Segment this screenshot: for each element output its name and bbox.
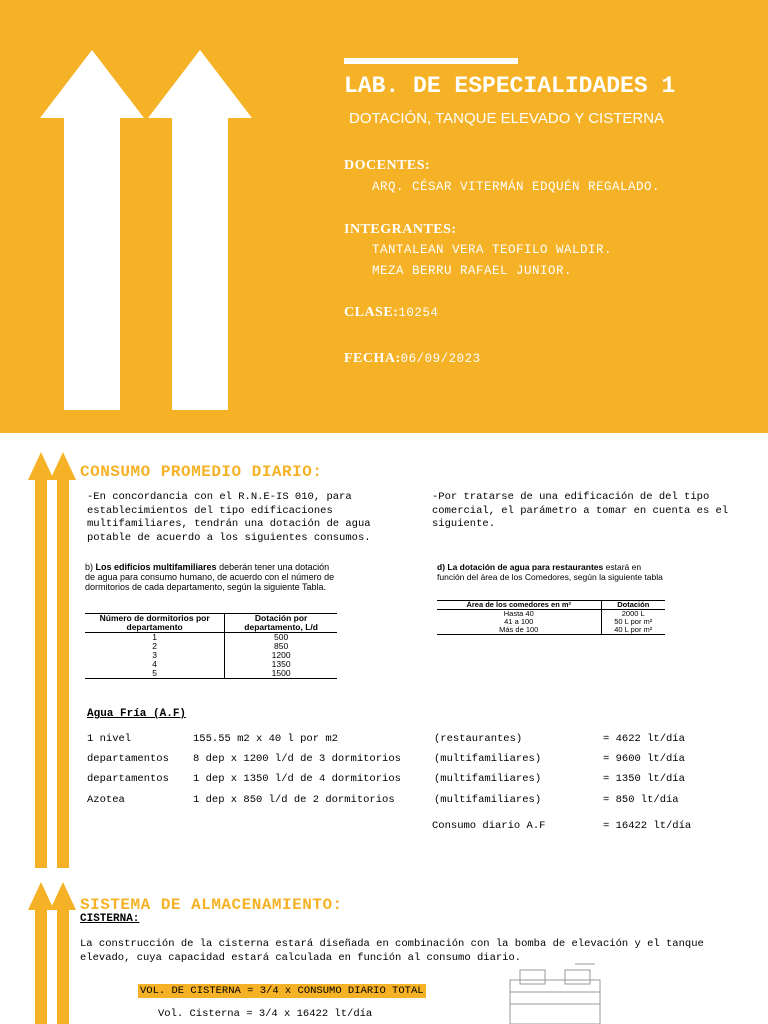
page-subtitle: DOTACIÓN, TANQUE ELEVADO Y CISTERNA xyxy=(349,110,665,127)
title-bar xyxy=(344,58,518,64)
tank-drawing-icon xyxy=(500,960,610,1024)
table-row: 4 1350 xyxy=(85,660,337,669)
consumo-heading: CONSUMO PROMEDIO DIARIO: xyxy=(80,463,323,481)
cisterna-formula: VOL. DE CISTERNA = 3/4 x CONSUMO DIARIO TOTAL xyxy=(140,985,424,997)
calc-cell: (multifamiliares) xyxy=(434,794,542,806)
table-header: Dotación xyxy=(617,600,650,609)
rule-b-text: b) Los edificios multifamiliares deberán tener una dotación de agua para consumo humano, de acuerdo con el número de dormitorios de cada departamento, según la siguiente Tabla. xyxy=(85,562,335,592)
cisterna-calc: Vol. Cisterna = 3/4 x 16422 lt/día xyxy=(158,1008,373,1020)
docentes-label: DOCENTES: xyxy=(344,158,431,173)
page-title: LAB. DE ESPECIALIDADES 1 xyxy=(344,73,676,99)
cisterna-label: CISTERNA: xyxy=(80,913,140,925)
calc-cell: (multifamiliares) xyxy=(434,773,542,785)
table-row: Hasta 40 2000 L xyxy=(437,610,665,619)
arrows-icon xyxy=(28,880,78,1024)
clase-label: CLASE: xyxy=(344,305,399,320)
clase-row xyxy=(344,305,438,321)
fecha-row xyxy=(344,351,481,367)
calc-cell: = 9600 lt/día xyxy=(603,753,685,765)
cover-banner xyxy=(0,0,768,433)
table-row: 2 850 xyxy=(85,642,337,651)
table-row: 5 1500 xyxy=(85,669,337,679)
calc-cell: 1 nivel xyxy=(87,733,132,745)
almacenamiento-heading: SISTEMA DE ALMACENAMIENTO: xyxy=(80,896,343,914)
integrante-name: TANTALEAN VERA TEOFILO WALDIR. xyxy=(372,243,613,257)
clase-value: 10254 xyxy=(398,306,439,320)
table-row: 41 a 100 50 L por m² xyxy=(437,618,665,626)
table-dormitorios xyxy=(85,613,337,679)
calc-cell: (restaurantes) xyxy=(434,733,523,745)
cisterna-paragraph: La construcción de la cisterna estará diseñada en combinación con la bomba de elevación y el tanque elevado, cuya capacidad estará calculada en función al consumo diario. xyxy=(80,938,704,964)
arrows-icon xyxy=(28,450,78,870)
agua-fria-title: Agua Fría (A.F) xyxy=(87,708,187,720)
fecha-label: FECHA: xyxy=(344,351,401,366)
arrows-logo-icon xyxy=(0,0,300,433)
table-header: Área de los comedores en m² xyxy=(437,601,601,610)
page-gap xyxy=(0,433,768,440)
rule-d-text: d) La dotación de agua para restaurantes estará en función del área de los Comedores, según la siguiente tabla xyxy=(437,562,663,582)
calc-cell: 155.55 m2 x 40 l por m2 xyxy=(193,733,338,745)
calc-cell: (multifamiliares) xyxy=(434,753,542,765)
calc-cell: departamentos xyxy=(87,773,169,785)
total-value: = 16422 lt/día xyxy=(603,820,692,832)
calc-cell: = 850 lt/día xyxy=(603,794,679,806)
total-label: Consumo diario A.F xyxy=(432,820,546,832)
calc-cell: = 1350 lt/día xyxy=(603,773,685,785)
table-row: Más de 100 40 L por m² xyxy=(437,626,665,635)
consumo-left-paragraph: -En concordancia con el R.N.E-IS 010, para establecimientos del tipo edificaciones multifamiliares, tendrán una dotación de agua potable de acuerdo a los siguientes consumos. xyxy=(87,491,371,544)
integrante-name: MEZA BERRU RAFAEL JUNIOR. xyxy=(372,264,573,278)
table-header: Número de dormitorios por departamento xyxy=(85,614,225,633)
docente-name: ARQ. CÉSAR VITERMÁN EDQUÉN REGALADO. xyxy=(372,180,661,194)
table-restaurantes xyxy=(437,600,665,635)
integrantes-label: INTEGRANTES: xyxy=(344,222,457,237)
table-row: 3 1200 xyxy=(85,651,337,660)
consumo-right-paragraph: -Por tratarse de una edificación de del tipo comercial, el parámetro a tomar en cuenta es el siguiente. xyxy=(432,491,729,530)
table-row: 1 500 xyxy=(85,633,337,643)
fecha-value: 06/09/2023 xyxy=(400,352,481,366)
calc-cell: departamentos xyxy=(87,753,169,765)
calc-cell: 1 dep x 1350 l/d de 4 dormitorios xyxy=(193,773,401,785)
calc-cell: = 4622 lt/día xyxy=(603,733,685,745)
calc-cell: Azotea xyxy=(87,794,125,806)
calc-cell: 8 dep x 1200 l/d de 3 dormitorios xyxy=(193,753,401,765)
table-header: Dotación por departamento, L/d xyxy=(244,613,318,632)
calc-cell: 1 dep x 850 l/d de 2 dormitorios xyxy=(193,794,395,806)
